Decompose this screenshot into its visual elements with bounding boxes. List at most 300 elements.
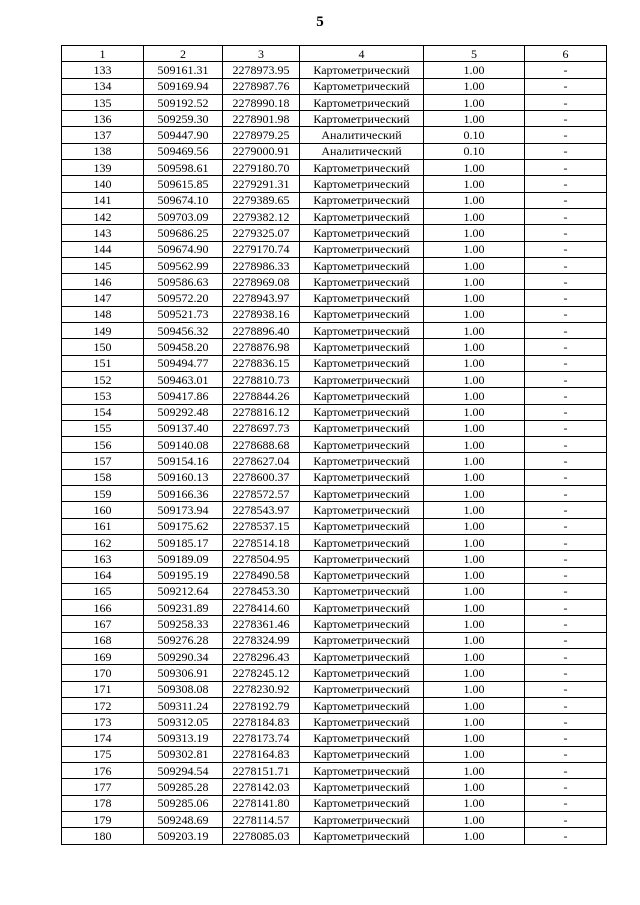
note-cell: - <box>525 241 607 257</box>
table-row <box>62 241 607 257</box>
accuracy-cell: 1.00 <box>424 111 525 127</box>
y-coordinate-cell: 2278324.99 <box>223 632 300 648</box>
y-coordinate-cell: 2278836.15 <box>223 355 300 371</box>
y-coordinate-cell: 2279000.91 <box>223 143 300 159</box>
y-coordinate-cell: 2278572.57 <box>223 486 300 502</box>
method-cell: Картометрический <box>300 697 424 713</box>
note-cell: - <box>525 420 607 436</box>
note-cell: - <box>525 355 607 371</box>
accuracy-cell: 1.00 <box>424 583 525 599</box>
note-cell: - <box>525 225 607 241</box>
accuracy-cell: 1.00 <box>424 404 525 420</box>
note-cell: - <box>525 583 607 599</box>
point-number-cell: 137 <box>62 127 144 143</box>
accuracy-cell: 1.00 <box>424 632 525 648</box>
x-coordinate-cell: 509259.30 <box>144 111 223 127</box>
point-number-cell: 156 <box>62 437 144 453</box>
x-coordinate-cell: 509285.06 <box>144 795 223 811</box>
method-cell: Картометрический <box>300 404 424 420</box>
method-cell: Картометрический <box>300 176 424 192</box>
column-header: 6 <box>525 46 607 62</box>
method-cell: Картометрический <box>300 534 424 550</box>
point-number-cell: 172 <box>62 697 144 713</box>
note-cell: - <box>525 111 607 127</box>
y-coordinate-cell: 2278414.60 <box>223 600 300 616</box>
coordinates-table <box>61 45 607 845</box>
accuracy-cell: 1.00 <box>424 306 525 322</box>
note-cell: - <box>525 779 607 795</box>
accuracy-cell: 1.00 <box>424 225 525 241</box>
accuracy-cell: 1.00 <box>424 795 525 811</box>
method-cell: Картометрический <box>300 567 424 583</box>
accuracy-cell: 1.00 <box>424 567 525 583</box>
accuracy-cell: 1.00 <box>424 551 525 567</box>
point-number-cell: 136 <box>62 111 144 127</box>
note-cell: - <box>525 78 607 94</box>
accuracy-cell: 1.00 <box>424 388 525 404</box>
note-cell: - <box>525 828 607 844</box>
note-cell: - <box>525 94 607 110</box>
point-number-cell: 155 <box>62 420 144 436</box>
accuracy-cell: 1.00 <box>424 78 525 94</box>
accuracy-cell: 1.00 <box>424 486 525 502</box>
table-row <box>62 583 607 599</box>
x-coordinate-cell: 509703.09 <box>144 208 223 224</box>
x-coordinate-cell: 509572.20 <box>144 290 223 306</box>
x-coordinate-cell: 509686.25 <box>144 225 223 241</box>
note-cell: - <box>525 534 607 550</box>
x-coordinate-cell: 509175.62 <box>144 518 223 534</box>
x-coordinate-cell: 509562.99 <box>144 257 223 273</box>
note-cell: - <box>525 486 607 502</box>
y-coordinate-cell: 2278844.26 <box>223 388 300 404</box>
x-coordinate-cell: 509308.08 <box>144 681 223 697</box>
table-row <box>62 339 607 355</box>
x-coordinate-cell: 509586.63 <box>144 274 223 290</box>
table-row <box>62 208 607 224</box>
accuracy-cell: 1.00 <box>424 600 525 616</box>
x-coordinate-cell: 509140.08 <box>144 437 223 453</box>
table-row <box>62 600 607 616</box>
x-coordinate-cell: 509173.94 <box>144 502 223 518</box>
point-number-cell: 164 <box>62 567 144 583</box>
y-coordinate-cell: 2278296.43 <box>223 648 300 664</box>
point-number-cell: 140 <box>62 176 144 192</box>
method-cell: Картометрический <box>300 62 424 78</box>
accuracy-cell: 1.00 <box>424 339 525 355</box>
table-row <box>62 779 607 795</box>
point-number-cell: 142 <box>62 208 144 224</box>
point-number-cell: 157 <box>62 453 144 469</box>
table-row <box>62 78 607 94</box>
table-row <box>62 746 607 762</box>
accuracy-cell: 1.00 <box>424 469 525 485</box>
x-coordinate-cell: 509169.94 <box>144 78 223 94</box>
column-header: 4 <box>300 46 424 62</box>
y-coordinate-cell: 2278816.12 <box>223 404 300 420</box>
accuracy-cell: 1.00 <box>424 811 525 827</box>
point-number-cell: 159 <box>62 486 144 502</box>
point-number-cell: 133 <box>62 62 144 78</box>
point-number-cell: 147 <box>62 290 144 306</box>
method-cell: Картометрический <box>300 339 424 355</box>
note-cell: - <box>525 648 607 664</box>
method-cell: Картометрический <box>300 257 424 273</box>
table-row <box>62 665 607 681</box>
accuracy-cell: 1.00 <box>424 681 525 697</box>
x-coordinate-cell: 509248.69 <box>144 811 223 827</box>
point-number-cell: 141 <box>62 192 144 208</box>
note-cell: - <box>525 551 607 567</box>
x-coordinate-cell: 509185.17 <box>144 534 223 550</box>
note-cell: - <box>525 437 607 453</box>
x-coordinate-cell: 509417.86 <box>144 388 223 404</box>
point-number-cell: 169 <box>62 648 144 664</box>
x-coordinate-cell: 509306.91 <box>144 665 223 681</box>
method-cell: Картометрический <box>300 746 424 762</box>
y-coordinate-cell: 2278142.03 <box>223 779 300 795</box>
note-cell: - <box>525 339 607 355</box>
y-coordinate-cell: 2278141.80 <box>223 795 300 811</box>
column-header: 1 <box>62 46 144 62</box>
table-row <box>62 502 607 518</box>
table-row <box>62 290 607 306</box>
y-coordinate-cell: 2278901.98 <box>223 111 300 127</box>
x-coordinate-cell: 509494.77 <box>144 355 223 371</box>
y-coordinate-cell: 2279382.12 <box>223 208 300 224</box>
x-coordinate-cell: 509447.90 <box>144 127 223 143</box>
accuracy-cell: 1.00 <box>424 730 525 746</box>
y-coordinate-cell: 2278453.30 <box>223 583 300 599</box>
note-cell: - <box>525 274 607 290</box>
method-cell: Картометрический <box>300 681 424 697</box>
method-cell: Картометрический <box>300 160 424 176</box>
note-cell: - <box>525 681 607 697</box>
table-row <box>62 534 607 550</box>
x-coordinate-cell: 509161.31 <box>144 62 223 78</box>
x-coordinate-cell: 509212.64 <box>144 583 223 599</box>
x-coordinate-cell: 509189.09 <box>144 551 223 567</box>
table-row <box>62 486 607 502</box>
table-row <box>62 697 607 713</box>
y-coordinate-cell: 2278543.97 <box>223 502 300 518</box>
point-number-cell: 154 <box>62 404 144 420</box>
accuracy-cell: 1.00 <box>424 763 525 779</box>
x-coordinate-cell: 509302.81 <box>144 746 223 762</box>
note-cell: - <box>525 127 607 143</box>
note-cell: - <box>525 388 607 404</box>
x-coordinate-cell: 509203.19 <box>144 828 223 844</box>
y-coordinate-cell: 2279389.65 <box>223 192 300 208</box>
y-coordinate-cell: 2278896.40 <box>223 323 300 339</box>
method-cell: Картометрический <box>300 94 424 110</box>
y-coordinate-cell: 2278184.83 <box>223 714 300 730</box>
point-number-cell: 173 <box>62 714 144 730</box>
y-coordinate-cell: 2278876.98 <box>223 339 300 355</box>
point-number-cell: 161 <box>62 518 144 534</box>
method-cell: Картометрический <box>300 648 424 664</box>
x-coordinate-cell: 509312.05 <box>144 714 223 730</box>
method-cell: Картометрический <box>300 730 424 746</box>
y-coordinate-cell: 2279291.31 <box>223 176 300 192</box>
method-cell: Картометрический <box>300 306 424 322</box>
point-number-cell: 179 <box>62 811 144 827</box>
table-body <box>62 62 607 844</box>
y-coordinate-cell: 2278987.76 <box>223 78 300 94</box>
method-cell: Картометрический <box>300 420 424 436</box>
note-cell: - <box>525 62 607 78</box>
method-cell: Картометрический <box>300 453 424 469</box>
column-header: 2 <box>144 46 223 62</box>
note-cell: - <box>525 616 607 632</box>
method-cell: Картометрический <box>300 600 424 616</box>
note-cell: - <box>525 160 607 176</box>
note-cell: - <box>525 208 607 224</box>
y-coordinate-cell: 2278627.04 <box>223 453 300 469</box>
y-coordinate-cell: 2279180.70 <box>223 160 300 176</box>
x-coordinate-cell: 509294.54 <box>144 763 223 779</box>
method-cell: Картометрический <box>300 632 424 648</box>
accuracy-cell: 1.00 <box>424 665 525 681</box>
note-cell: - <box>525 518 607 534</box>
table-row <box>62 763 607 779</box>
table-row <box>62 551 607 567</box>
x-coordinate-cell: 509166.36 <box>144 486 223 502</box>
method-cell: Аналитический <box>300 143 424 159</box>
table-row <box>62 714 607 730</box>
table-row <box>62 127 607 143</box>
y-coordinate-cell: 2279325.07 <box>223 225 300 241</box>
accuracy-cell: 1.00 <box>424 502 525 518</box>
accuracy-cell: 0.10 <box>424 127 525 143</box>
accuracy-cell: 1.00 <box>424 274 525 290</box>
accuracy-cell: 1.00 <box>424 323 525 339</box>
x-coordinate-cell: 509674.10 <box>144 192 223 208</box>
x-coordinate-cell: 509598.61 <box>144 160 223 176</box>
y-coordinate-cell: 2278114.57 <box>223 811 300 827</box>
point-number-cell: 163 <box>62 551 144 567</box>
table-row <box>62 681 607 697</box>
point-number-cell: 170 <box>62 665 144 681</box>
accuracy-cell: 1.00 <box>424 697 525 713</box>
point-number-cell: 138 <box>62 143 144 159</box>
accuracy-cell: 1.00 <box>424 371 525 387</box>
note-cell: - <box>525 192 607 208</box>
x-coordinate-cell: 509456.32 <box>144 323 223 339</box>
accuracy-cell: 1.00 <box>424 62 525 78</box>
accuracy-cell: 1.00 <box>424 192 525 208</box>
method-cell: Картометрический <box>300 323 424 339</box>
point-number-cell: 177 <box>62 779 144 795</box>
point-number-cell: 149 <box>62 323 144 339</box>
accuracy-cell: 1.00 <box>424 208 525 224</box>
point-number-cell: 158 <box>62 469 144 485</box>
accuracy-cell: 1.00 <box>424 779 525 795</box>
table-row <box>62 420 607 436</box>
y-coordinate-cell: 2278164.83 <box>223 746 300 762</box>
table-row <box>62 828 607 844</box>
method-cell: Картометрический <box>300 437 424 453</box>
y-coordinate-cell: 2278979.25 <box>223 127 300 143</box>
table-header-row <box>62 46 607 62</box>
y-coordinate-cell: 2278504.95 <box>223 551 300 567</box>
table-row <box>62 371 607 387</box>
x-coordinate-cell: 509458.20 <box>144 339 223 355</box>
point-number-cell: 171 <box>62 681 144 697</box>
accuracy-cell: 1.00 <box>424 355 525 371</box>
x-coordinate-cell: 509521.73 <box>144 306 223 322</box>
accuracy-cell: 1.00 <box>424 828 525 844</box>
method-cell: Картометрический <box>300 469 424 485</box>
method-cell: Картометрический <box>300 616 424 632</box>
table-row <box>62 437 607 453</box>
table-row <box>62 111 607 127</box>
method-cell: Картометрический <box>300 388 424 404</box>
note-cell: - <box>525 323 607 339</box>
note-cell: - <box>525 811 607 827</box>
point-number-cell: 168 <box>62 632 144 648</box>
y-coordinate-cell: 2278173.74 <box>223 730 300 746</box>
x-coordinate-cell: 509231.89 <box>144 600 223 616</box>
note-cell: - <box>525 697 607 713</box>
method-cell: Картометрический <box>300 486 424 502</box>
point-number-cell: 175 <box>62 746 144 762</box>
x-coordinate-cell: 509154.16 <box>144 453 223 469</box>
y-coordinate-cell: 2278361.46 <box>223 616 300 632</box>
method-cell: Картометрический <box>300 290 424 306</box>
method-cell: Картометрический <box>300 274 424 290</box>
method-cell: Картометрический <box>300 665 424 681</box>
note-cell: - <box>525 730 607 746</box>
x-coordinate-cell: 509292.48 <box>144 404 223 420</box>
point-number-cell: 174 <box>62 730 144 746</box>
y-coordinate-cell: 2278514.18 <box>223 534 300 550</box>
y-coordinate-cell: 2278990.18 <box>223 94 300 110</box>
table-row <box>62 355 607 371</box>
point-number-cell: 152 <box>62 371 144 387</box>
method-cell: Картометрический <box>300 111 424 127</box>
y-coordinate-cell: 2278973.95 <box>223 62 300 78</box>
accuracy-cell: 1.00 <box>424 176 525 192</box>
accuracy-cell: 1.00 <box>424 746 525 762</box>
table-row <box>62 811 607 827</box>
column-header: 5 <box>424 46 525 62</box>
note-cell: - <box>525 795 607 811</box>
x-coordinate-cell: 509469.56 <box>144 143 223 159</box>
x-coordinate-cell: 509290.34 <box>144 648 223 664</box>
accuracy-cell: 1.00 <box>424 453 525 469</box>
method-cell: Картометрический <box>300 225 424 241</box>
point-number-cell: 134 <box>62 78 144 94</box>
method-cell: Картометрический <box>300 208 424 224</box>
method-cell: Картометрический <box>300 518 424 534</box>
y-coordinate-cell: 2278943.97 <box>223 290 300 306</box>
point-number-cell: 166 <box>62 600 144 616</box>
table-row <box>62 62 607 78</box>
x-coordinate-cell: 509311.24 <box>144 697 223 713</box>
table-row <box>62 388 607 404</box>
table-row <box>62 274 607 290</box>
point-number-cell: 165 <box>62 583 144 599</box>
table-row <box>62 176 607 192</box>
point-number-cell: 180 <box>62 828 144 844</box>
table-row <box>62 323 607 339</box>
point-number-cell: 162 <box>62 534 144 550</box>
accuracy-cell: 1.00 <box>424 534 525 550</box>
table-row <box>62 730 607 746</box>
point-number-cell: 151 <box>62 355 144 371</box>
point-number-cell: 153 <box>62 388 144 404</box>
table-row <box>62 795 607 811</box>
method-cell: Картометрический <box>300 811 424 827</box>
note-cell: - <box>525 502 607 518</box>
y-coordinate-cell: 2278969.08 <box>223 274 300 290</box>
x-coordinate-cell: 509258.33 <box>144 616 223 632</box>
note-cell: - <box>525 453 607 469</box>
x-coordinate-cell: 509463.01 <box>144 371 223 387</box>
x-coordinate-cell: 509674.90 <box>144 241 223 257</box>
method-cell: Картометрический <box>300 355 424 371</box>
column-header: 3 <box>223 46 300 62</box>
y-coordinate-cell: 2278230.92 <box>223 681 300 697</box>
y-coordinate-cell: 2278810.73 <box>223 371 300 387</box>
note-cell: - <box>525 469 607 485</box>
table-row <box>62 469 607 485</box>
table-row <box>62 453 607 469</box>
x-coordinate-cell: 509137.40 <box>144 420 223 436</box>
note-cell: - <box>525 763 607 779</box>
accuracy-cell: 1.00 <box>424 420 525 436</box>
method-cell: Картометрический <box>300 78 424 94</box>
note-cell: - <box>525 404 607 420</box>
table-row <box>62 632 607 648</box>
method-cell: Картометрический <box>300 714 424 730</box>
method-cell: Картометрический <box>300 551 424 567</box>
note-cell: - <box>525 567 607 583</box>
note-cell: - <box>525 665 607 681</box>
note-cell: - <box>525 257 607 273</box>
table-row <box>62 257 607 273</box>
point-number-cell: 135 <box>62 94 144 110</box>
y-coordinate-cell: 2278490.58 <box>223 567 300 583</box>
note-cell: - <box>525 746 607 762</box>
point-number-cell: 143 <box>62 225 144 241</box>
method-cell: Картометрический <box>300 192 424 208</box>
y-coordinate-cell: 2278537.15 <box>223 518 300 534</box>
y-coordinate-cell: 2279170.74 <box>223 241 300 257</box>
method-cell: Картометрический <box>300 583 424 599</box>
method-cell: Картометрический <box>300 371 424 387</box>
accuracy-cell: 1.00 <box>424 241 525 257</box>
table-row <box>62 404 607 420</box>
y-coordinate-cell: 2278697.73 <box>223 420 300 436</box>
y-coordinate-cell: 2278938.16 <box>223 306 300 322</box>
table-row <box>62 94 607 110</box>
table-row <box>62 143 607 159</box>
accuracy-cell: 0.10 <box>424 143 525 159</box>
method-cell: Картометрический <box>300 241 424 257</box>
x-coordinate-cell: 509313.19 <box>144 730 223 746</box>
note-cell: - <box>525 371 607 387</box>
y-coordinate-cell: 2278245.12 <box>223 665 300 681</box>
table-row <box>62 616 607 632</box>
x-coordinate-cell: 509192.52 <box>144 94 223 110</box>
method-cell: Картометрический <box>300 502 424 518</box>
y-coordinate-cell: 2278986.33 <box>223 257 300 273</box>
point-number-cell: 150 <box>62 339 144 355</box>
accuracy-cell: 1.00 <box>424 518 525 534</box>
accuracy-cell: 1.00 <box>424 437 525 453</box>
